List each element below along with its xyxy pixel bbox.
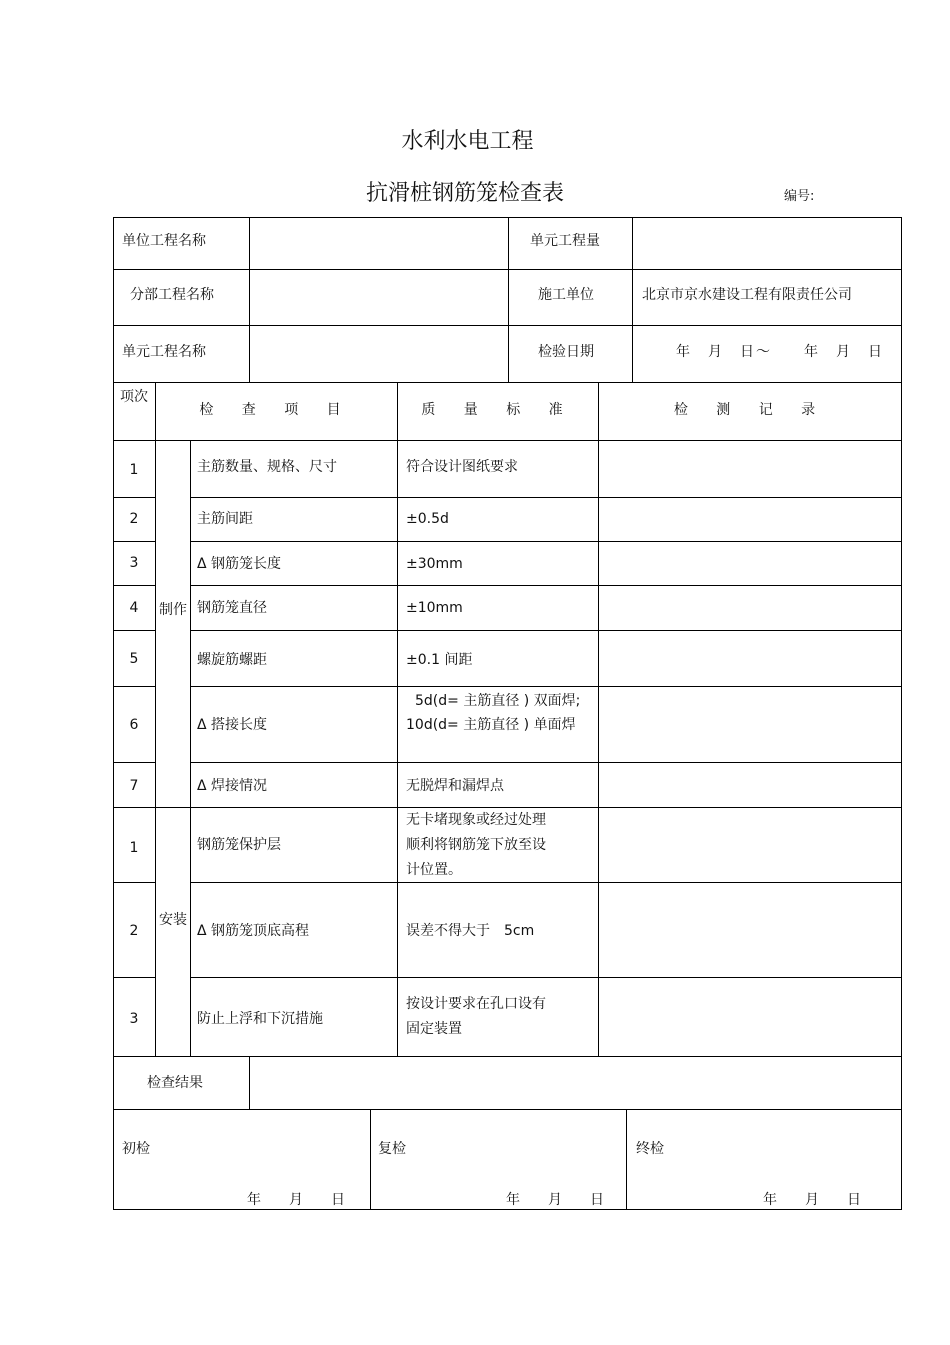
unit-name-label: 单元工程名称 (122, 344, 206, 360)
row-standard-line: 计位置。 (406, 862, 462, 878)
rule (113, 497, 155, 498)
row-record[interactable] (603, 589, 898, 626)
rule (397, 382, 398, 1056)
final-inspection-date[interactable]: 年 月 日 (763, 1192, 861, 1208)
rule (508, 217, 509, 382)
row-no: 3 (129, 1011, 139, 1027)
rule (249, 1056, 250, 1109)
rule (370, 1109, 371, 1210)
final-inspection-label: 终检 (636, 1141, 664, 1157)
group-label-installation: 安装 (159, 912, 187, 928)
unit-name-field[interactable] (258, 340, 498, 364)
serial-number-label: 编号: (784, 189, 815, 204)
rule (190, 630, 902, 631)
row-no: 3 (129, 555, 139, 571)
rule (190, 686, 902, 687)
rule (113, 882, 155, 883)
row-no: 1 (129, 840, 139, 856)
row-item: Δ 钢筋笼顶底高程 (197, 923, 310, 939)
inspection-date-field[interactable]: 年 月 日～ 年 月 日 (676, 344, 884, 360)
row-standard: 无脱焊和漏焊点 (406, 778, 504, 794)
rule (190, 497, 902, 498)
rule (113, 440, 902, 441)
row-standard: ±30mm (406, 556, 463, 572)
rule (190, 440, 191, 1056)
row-item: 钢筋笼直径 (197, 600, 267, 616)
inspection-result-field[interactable] (258, 1064, 894, 1102)
rule (113, 686, 155, 687)
row-standard: ±10mm (406, 600, 463, 616)
row-item: Δ 钢筋笼长度 (197, 556, 282, 572)
initial-inspection-date[interactable]: 年 月 日 (247, 1192, 345, 1208)
row-record[interactable] (603, 501, 898, 537)
row-item: 主筋间距 (197, 511, 253, 527)
row-standard-line: 无卡堵现象或经过处理 (406, 812, 546, 828)
contractor-value[interactable]: 北京市京水建设工程有限责任公司 (642, 287, 852, 303)
contractor-label: 施工单位 (538, 287, 594, 303)
rule (190, 585, 902, 586)
row-item: 钢筋笼保护层 (197, 837, 281, 853)
rule (190, 541, 902, 542)
row-no: 1 (129, 462, 139, 478)
row-item: Δ 搭接长度 (197, 717, 268, 733)
row-record[interactable] (603, 886, 898, 973)
col-item-header: 检 查 项 目 (199, 402, 353, 418)
row-item: Δ 焊接情况 (197, 778, 268, 794)
sub-project-name-field[interactable] (258, 283, 498, 307)
col-no-header: 项次 (120, 389, 148, 405)
unit-quantity-label: 单元工程量 (530, 233, 600, 249)
group-label-fabrication: 制作 (159, 602, 187, 618)
unit-project-name-label: 单位工程名称 (122, 233, 206, 249)
rule (626, 1109, 627, 1210)
row-standard: ±0.1 间距 (406, 652, 473, 668)
rule (598, 382, 599, 1056)
sub-project-name-label: 分部工程名称 (130, 287, 214, 303)
row-record[interactable] (603, 545, 898, 581)
row-standard-line: 固定装置 (406, 1021, 462, 1037)
col-standard-header: 质 量 标 准 (421, 402, 575, 418)
row-no: 2 (129, 511, 139, 527)
rule (190, 882, 902, 883)
row-record[interactable] (603, 981, 898, 1052)
rule (190, 762, 902, 763)
rule (113, 541, 155, 542)
row-record[interactable] (603, 766, 898, 803)
row-standard: 误差不得大于 5cm (406, 923, 535, 939)
row-item: 防止上浮和下沉措施 (197, 1011, 323, 1027)
inspection-date-label: 检验日期 (538, 344, 594, 360)
re-inspection-date[interactable]: 年 月 日 (506, 1192, 604, 1208)
rule (113, 762, 155, 763)
row-standard-line: 顺利将钢筋笼下放至设 (406, 837, 546, 853)
row-item: 主筋数量、规格、尺寸 (197, 459, 337, 475)
row-no: 2 (129, 923, 139, 939)
row-standard-line: 按设计要求在孔口设有 (406, 996, 546, 1012)
row-no: 7 (129, 778, 139, 794)
row-record[interactable] (603, 690, 898, 758)
rule (113, 1056, 902, 1057)
row-no: 6 (129, 717, 139, 733)
unit-quantity-field[interactable] (640, 229, 890, 253)
rule (155, 382, 156, 1056)
row-standard: ±0.5d (406, 511, 449, 527)
unit-project-name-field[interactable] (258, 229, 498, 253)
row-standard-line: 10d(d= 主筋直径 ) 单面焊 (406, 717, 576, 733)
row-standard-line: 5d(d= 主筋直径 ) 双面焊; (415, 693, 581, 709)
inspection-result-label: 检查结果 (147, 1075, 203, 1091)
rule (249, 217, 250, 382)
form-title: 抗滑桩钢筋笼检查表 (365, 181, 564, 206)
title-line-1: 水利水电工程 (401, 129, 534, 154)
rule (113, 382, 902, 383)
rule (632, 217, 633, 382)
row-no: 4 (129, 600, 139, 616)
re-inspection-label: 复检 (378, 1141, 406, 1157)
col-record-header: 检 测 记 录 (673, 402, 828, 418)
row-record[interactable] (603, 634, 898, 682)
rule (113, 630, 155, 631)
rule (113, 585, 155, 586)
row-record[interactable] (603, 444, 898, 494)
rule (113, 977, 155, 978)
row-standard: 符合设计图纸要求 (406, 459, 518, 475)
row-item: 螺旋筋螺距 (197, 652, 267, 668)
rule (190, 977, 902, 978)
row-record[interactable] (603, 811, 898, 878)
row-no: 5 (129, 651, 139, 667)
initial-inspection-label: 初检 (122, 1141, 150, 1157)
rule (113, 1109, 902, 1110)
